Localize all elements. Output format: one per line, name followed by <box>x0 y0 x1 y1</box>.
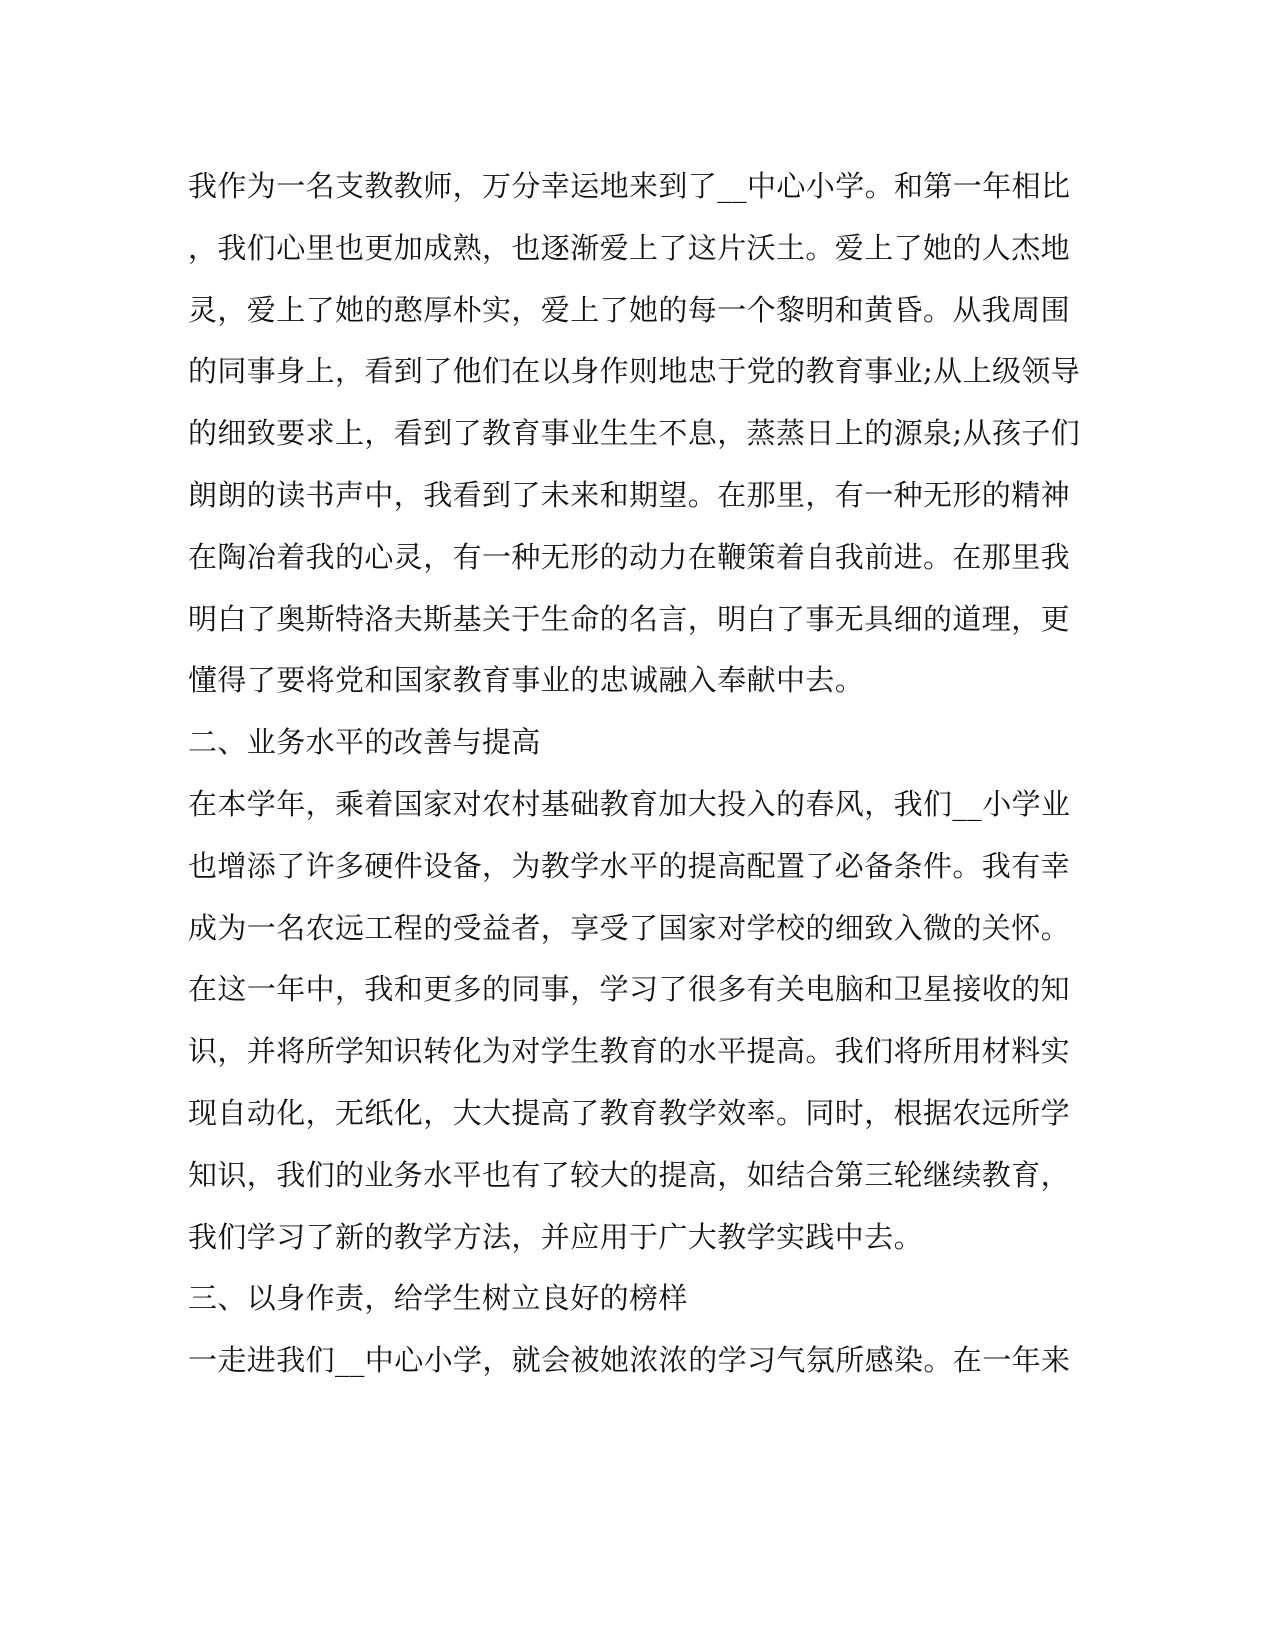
text-line: 在陶冶着我的心灵，有一种无形的动力在鞭策着自我前进。在那里我 <box>188 539 1071 574</box>
text-line: 我们学习了新的教学方法，并应用于广大教学实践中去。 <box>188 1219 924 1254</box>
section-heading: 三、以身作责，给学生树立良好的榜样 <box>188 1281 688 1316</box>
text-line: 我作为一名支教教师，万分幸运地来到了__中心小学。和第一年相比 <box>188 169 1071 203</box>
text-line: 懂得了要将党和国家教育事业的忠诚融入奉献中去。 <box>188 663 865 698</box>
text-line: 的同事身上，看到了他们在以身作则地忠于党的教育事业;从上级领导 <box>188 354 1081 389</box>
text-line: 朗朗的读书声中，我看到了未来和期望。在那里，有一种无形的精神 <box>188 477 1071 512</box>
text-line: 也增添了许多硬件设备，为教学水平的提高配置了必备条件。我有幸 <box>188 848 1071 883</box>
text-line: 识，并将所学知识转化为对学生教育的水平提高。我们将所用材料实 <box>188 1034 1071 1069</box>
text-line: 一走进我们__中心小学，就会被她浓浓的学习气氛所感染。在一年来 <box>188 1343 1071 1378</box>
text-line: 明白了奥斯特洛夫斯基关于生命的名言，明白了事无具细的道理，更 <box>188 601 1071 636</box>
text-line: 在本学年，乘着国家对农村基础教育加大投入的春风，我们__小学业 <box>188 786 1071 821</box>
section-heading: 二、业务水平的改善与提高 <box>188 725 541 760</box>
text-line: 现自动化，无纸化，大大提高了教育教学效率。同时，根据农远所学 <box>188 1095 1071 1130</box>
text-line: 的细致要求上，看到了教育事业生生不息，蒸蒸日上的源泉;从孩子们 <box>188 416 1081 451</box>
text-line: 成为一名农远工程的受益者，享受了国家对学校的细致入微的关怀。 <box>188 910 1071 945</box>
document-body <box>188 156 1088 1392</box>
text-line: ，我们心里也更加成熟，也逐渐爱上了这片沃土。爱上了她的人杰地 <box>188 230 1071 265</box>
text-line: 知识，我们的业务水平也有了较大的提高，如结合第三轮继续教育， <box>188 1157 1071 1192</box>
text-line: 灵，爱上了她的憨厚朴实，爱上了她的每一个黎明和黄昏。从我周围 <box>188 292 1071 327</box>
text-line: 在这一年中，我和更多的同事，学习了很多有关电脑和卫星接收的知 <box>188 972 1071 1007</box>
